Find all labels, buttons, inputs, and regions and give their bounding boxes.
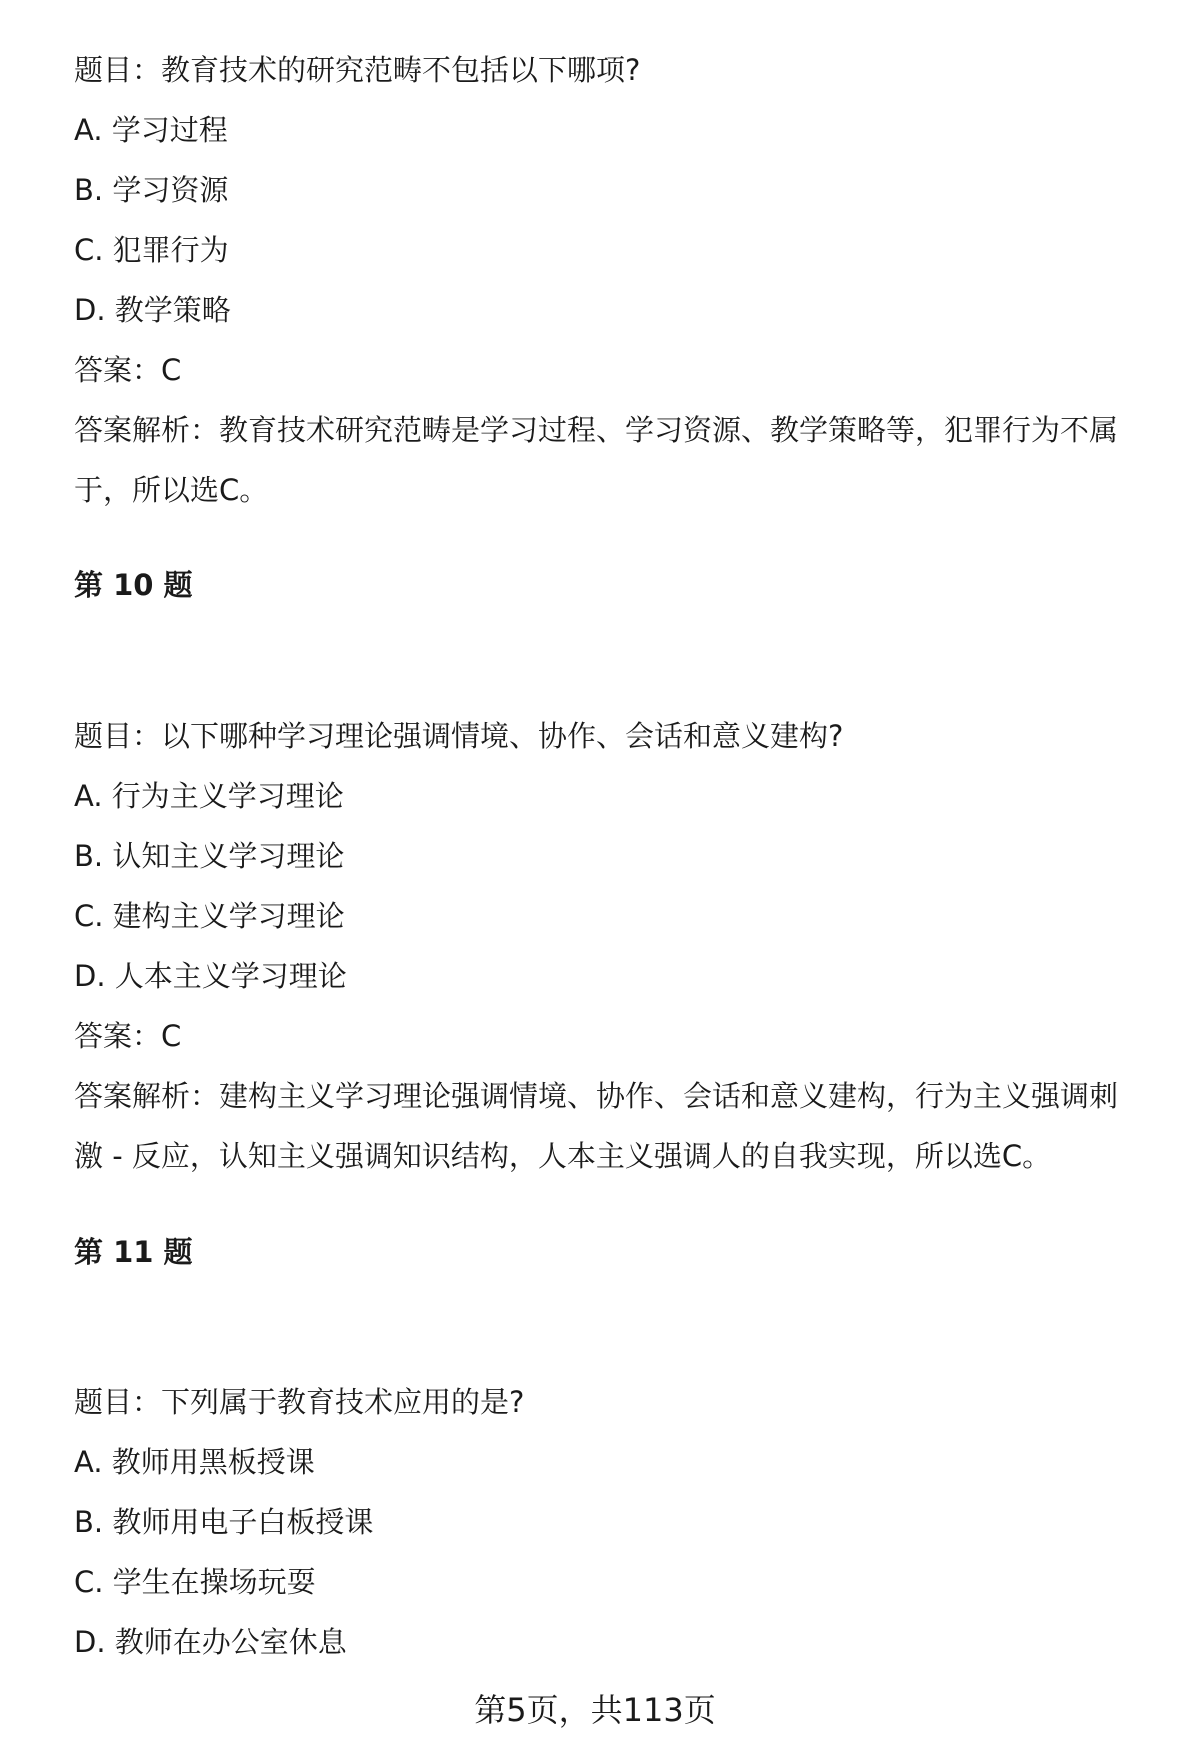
page-footer: 第5页，共113页	[474, 1691, 716, 1729]
q9-explanation-line2: 于，所以选C。	[74, 473, 269, 507]
q10-question: 题目：以下哪种学习理论强调情境、协作、会话和意义建构?	[74, 719, 844, 753]
q10-explanation-line1: 答案解析：建构主义学习理论强调情境、协作、会话和意义建构，行为主义强调刺	[74, 1079, 1119, 1113]
q10-option-d: D. 人本主义学习理论	[74, 959, 347, 993]
q9-option-a: A. 学习过程	[74, 113, 228, 147]
q11-option-a: A. 教师用黑板授课	[74, 1445, 315, 1479]
q9-option-d: D. 教学策略	[74, 293, 231, 327]
q10-heading: 第 10 题	[74, 568, 193, 602]
q11-heading: 第 11 题	[74, 1235, 193, 1269]
q9-answer: 答案：C	[74, 353, 182, 387]
q10-option-b: B. 认知主义学习理论	[74, 839, 345, 873]
q11-question: 题目：下列属于教育技术应用的是?	[74, 1385, 525, 1419]
q10-explanation-line2: 激 - 反应，认知主义强调知识结构，人本主义强调人的自我实现，所以选C。	[74, 1139, 1052, 1173]
q9-option-b: B. 学习资源	[74, 173, 229, 207]
q11-option-b: B. 教师用电子白板授课	[74, 1505, 374, 1539]
q9-question: 题目：教育技术的研究范畴不包括以下哪项?	[74, 53, 641, 87]
q10-option-a: A. 行为主义学习理论	[74, 779, 344, 813]
q10-answer: 答案：C	[74, 1019, 182, 1053]
q9-option-c: C. 犯罪行为	[74, 233, 229, 267]
q10-option-c: C. 建构主义学习理论	[74, 899, 345, 933]
q9-explanation-line1: 答案解析：教育技术研究范畴是学习过程、学习资源、教学策略等，犯罪行为不属	[74, 413, 1119, 447]
q11-option-d: D. 教师在办公室休息	[74, 1625, 347, 1659]
q11-option-c: C. 学生在操场玩耍	[74, 1565, 316, 1599]
